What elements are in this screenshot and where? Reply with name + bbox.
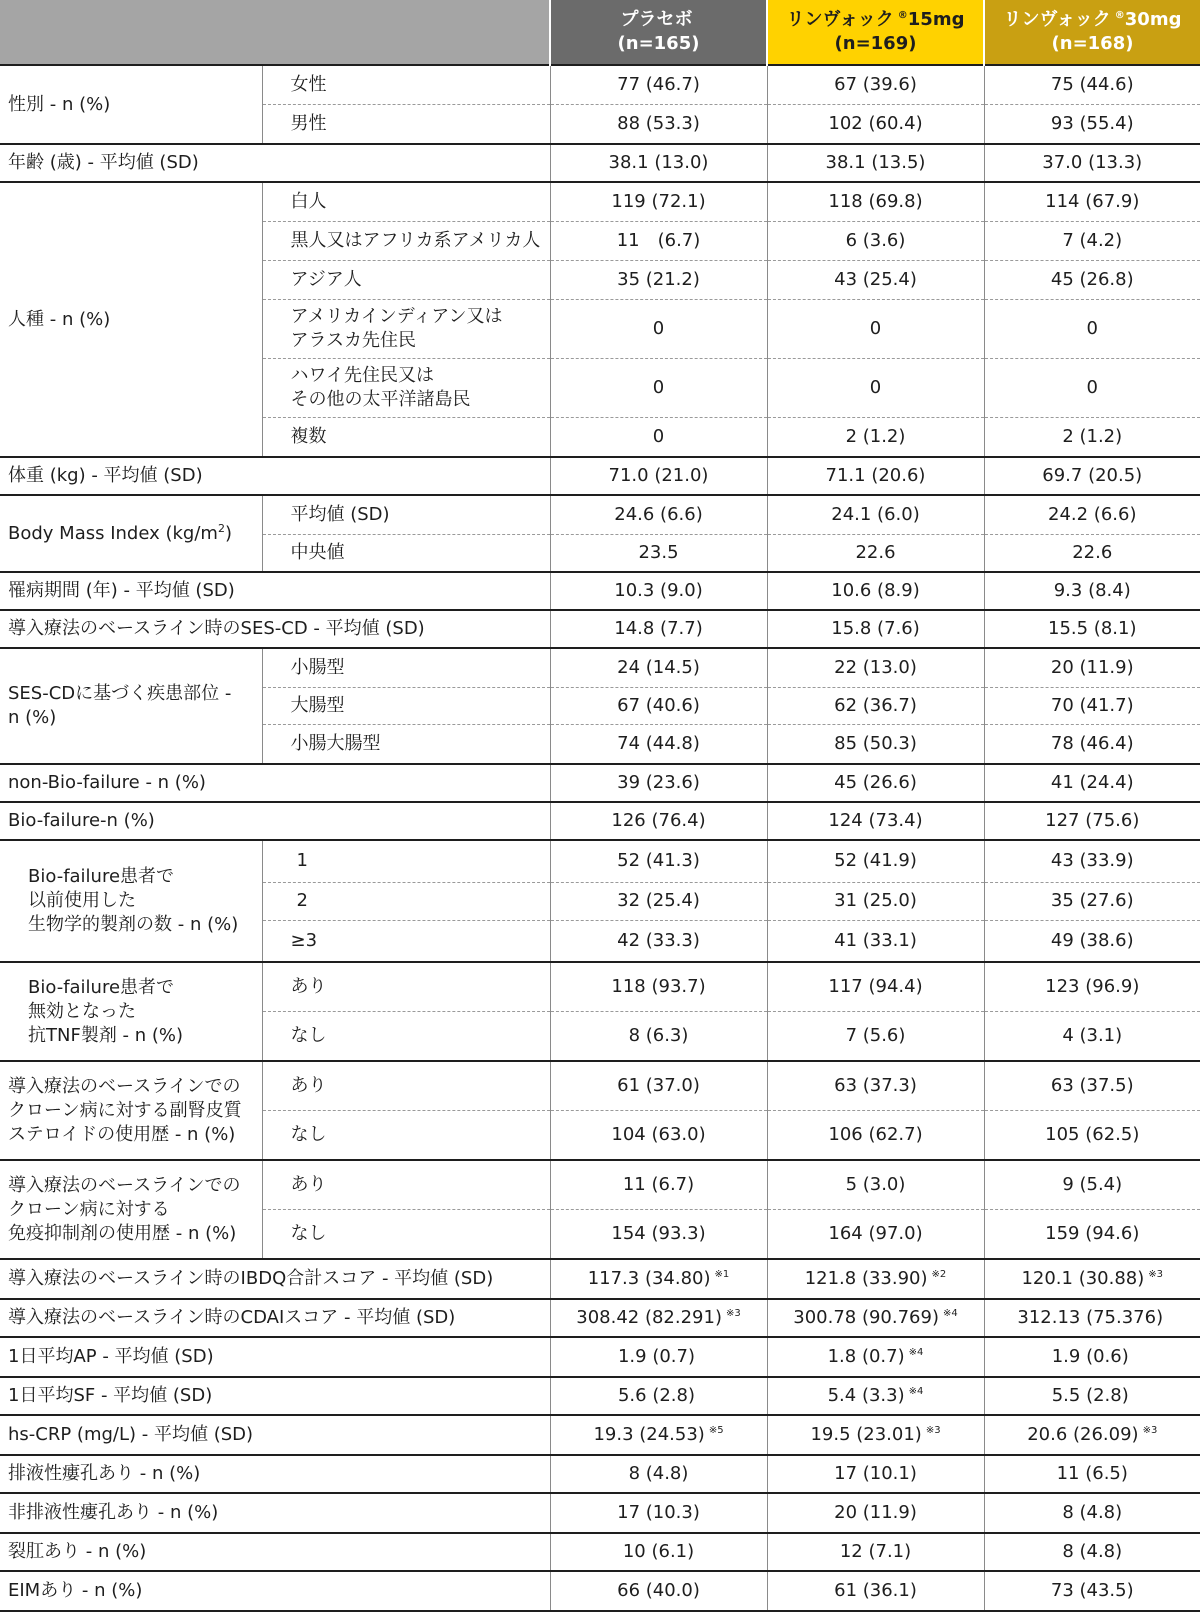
cell-placebo: 119 (72.1) xyxy=(550,182,767,222)
header-upadacitinib-30mg: リンヴォック ®30mg (n=168) xyxy=(984,0,1200,65)
row-label-race: 人種 - n (%) xyxy=(0,182,262,457)
cell-30mg: 123 (96.9) xyxy=(984,962,1200,1012)
cell-30mg: 35 (27.6) xyxy=(984,882,1200,920)
row-ibdq xyxy=(0,1259,1200,1299)
sub-label: 1 xyxy=(262,840,550,882)
cell-30mg: 43 (33.9) xyxy=(984,840,1200,882)
sub-label: 大腸型 xyxy=(262,688,550,725)
cell-30mg: 73 (43.5) xyxy=(984,1571,1200,1611)
cell-30mg: 1.9 (0.6) xyxy=(984,1337,1200,1377)
row-label-nonbio: non-Bio-failure - n (%) xyxy=(0,764,550,802)
cell-placebo: 24 (14.5) xyxy=(550,648,767,688)
row-label-immuno: 導入療法のベースラインでの クローン病に対する 免疫抑制剤の使用歴 - n (%) xyxy=(0,1160,262,1259)
row-site-ileum xyxy=(0,648,1200,688)
sub-label: 平均値 (SD) xyxy=(262,495,550,535)
cell-30mg: 49 (38.6) xyxy=(984,920,1200,962)
cell-15mg: 300.78 (90.769) $^{※4}$ xyxy=(767,1299,984,1337)
cell-placebo: 24.6 (6.6) xyxy=(550,495,767,535)
row-draining-fistula xyxy=(0,1455,1200,1493)
cell-placebo: 118 (93.7) xyxy=(550,962,767,1012)
row-label-site: SES-CDに基づく疾患部位 - n (%) xyxy=(0,648,262,764)
cell-30mg: 9 (5.4) xyxy=(984,1160,1200,1210)
cell-placebo: 117.3 (34.80) $^{※1}$ xyxy=(550,1259,767,1299)
cell-15mg: 22 (13.0) xyxy=(767,648,984,688)
cell-30mg: 0 xyxy=(984,359,1200,418)
footnote-mark: ※5 xyxy=(708,1425,724,1436)
cell-15mg: 19.5 (23.01) $^{※3}$ xyxy=(767,1415,984,1455)
cell-placebo: 88 (53.3) xyxy=(550,105,767,145)
cell-15mg: 117 (94.4) xyxy=(767,962,984,1012)
cell-15mg: 118 (69.8) xyxy=(767,182,984,222)
row-label-crp: hs-CRP (mg/L) - 平均値 (SD) xyxy=(0,1415,550,1455)
cell-15mg: 10.6 (8.9) xyxy=(767,572,984,610)
row-label-ibdq: 導入療法のベースライン時のIBDQ合計スコア - 平均値 (SD) xyxy=(0,1259,550,1299)
cell-placebo: 17 (10.3) xyxy=(550,1493,767,1533)
cell-15mg: 121.8 (33.90) $^{※2}$ xyxy=(767,1259,984,1299)
footnote-mark: ※2 xyxy=(931,1269,947,1280)
row-label-cdai: 導入療法のベースライン時のCDAIスコア - 平均値 (SD) xyxy=(0,1299,550,1337)
row-label-eim: EIMあり - n (%) xyxy=(0,1571,550,1611)
row-label-bionum: Bio-failure患者で 以前使用した 生物学的製剤の数 - n (%) xyxy=(0,840,262,962)
footnote-mark: ※3 xyxy=(1148,1269,1164,1280)
cell-30mg: 127 (75.6) xyxy=(984,802,1200,840)
cell-30mg: 20 (11.9) xyxy=(984,648,1200,688)
cell-placebo: 0 xyxy=(550,418,767,458)
cell-15mg: 38.1 (13.5) xyxy=(767,144,984,182)
cell-placebo: 154 (93.3) xyxy=(550,1210,767,1260)
cell-30mg: 9.3 (8.4) xyxy=(984,572,1200,610)
cell-placebo: 61 (37.0) xyxy=(550,1061,767,1111)
cell-15mg: 6 (3.6) xyxy=(767,222,984,261)
cell-30mg: 5.5 (2.8) xyxy=(984,1377,1200,1415)
cell-15mg: 15.8 (7.6) xyxy=(767,610,984,648)
cell-15mg: 41 (33.1) xyxy=(767,920,984,962)
sub-label: なし xyxy=(262,1111,550,1161)
sub-label: 女性 xyxy=(262,65,550,105)
cell-30mg: 41 (24.4) xyxy=(984,764,1200,802)
cell-15mg: 85 (50.3) xyxy=(767,725,984,765)
header-placebo: プラセボ (n=165) xyxy=(550,0,767,65)
cell-30mg: 63 (37.5) xyxy=(984,1061,1200,1111)
sub-label: ハワイ先住民又は その他の太平洋諸島民 xyxy=(262,359,550,418)
cell-15mg: 102 (60.4) xyxy=(767,105,984,145)
cell-placebo: 0 xyxy=(550,359,767,418)
cell-15mg: 22.6 xyxy=(767,535,984,573)
row-antitnf-yes xyxy=(0,962,1200,1012)
footnote-mark: ※3 xyxy=(1142,1425,1158,1436)
row-cdai xyxy=(0,1299,1200,1337)
cell-placebo: 308.42 (82.291) $^{※3}$ xyxy=(550,1299,767,1337)
cell-15mg: 164 (97.0) xyxy=(767,1210,984,1260)
cell-15mg: 45 (26.6) xyxy=(767,764,984,802)
cell-15mg: 106 (62.7) xyxy=(767,1111,984,1161)
cell-placebo: 104 (63.0) xyxy=(550,1111,767,1161)
cell-placebo: 77 (46.7) xyxy=(550,65,767,105)
cell-15mg: 61 (36.1) xyxy=(767,1571,984,1611)
row-non-bio-failure xyxy=(0,764,1200,802)
cell-15mg: 1.8 (0.7) $^{※4}$ xyxy=(767,1337,984,1377)
cell-15mg: 63 (37.3) xyxy=(767,1061,984,1111)
row-bio-failure xyxy=(0,802,1200,840)
cell-30mg: 22.6 xyxy=(984,535,1200,573)
sub-label: 複数 xyxy=(262,418,550,458)
cell-placebo: 23.5 xyxy=(550,535,767,573)
cell-30mg: 24.2 (6.6) xyxy=(984,495,1200,535)
cell-30mg: 37.0 (13.3) xyxy=(984,144,1200,182)
sub-label: あり xyxy=(262,1061,550,1111)
cell-placebo: 14.8 (7.7) xyxy=(550,610,767,648)
row-steroid-yes xyxy=(0,1061,1200,1111)
row-label-sf: 1日平均SF - 平均値 (SD) xyxy=(0,1377,550,1415)
sub-label: あり xyxy=(262,1160,550,1210)
row-ap xyxy=(0,1337,1200,1377)
cell-placebo: 42 (33.3) xyxy=(550,920,767,962)
cell-15mg: 5.4 (3.3) $^{※4}$ xyxy=(767,1377,984,1415)
cell-15mg: 7 (5.6) xyxy=(767,1012,984,1062)
row-label-sex: 性別 - n (%) xyxy=(0,65,262,144)
row-label-age: 年齢 (歳) - 平均値 (SD) xyxy=(0,144,550,182)
cell-30mg: 4 (3.1) xyxy=(984,1012,1200,1062)
cell-placebo: 0 xyxy=(550,300,767,359)
row-label-sescd: 導入療法のベースライン時のSES-CD - 平均値 (SD) xyxy=(0,610,550,648)
row-weight xyxy=(0,457,1200,495)
cell-placebo: 126 (76.4) xyxy=(550,802,767,840)
cell-placebo: 19.3 (24.53) $^{※5}$ xyxy=(550,1415,767,1455)
row-bionum-1 xyxy=(0,840,1200,882)
sub-label: 白人 xyxy=(262,182,550,222)
cell-30mg: 93 (55.4) xyxy=(984,105,1200,145)
row-sex-female xyxy=(0,65,1200,105)
row-label-bmi: Body Mass Index $(kg/m^2)$ xyxy=(0,495,262,572)
row-bmi-mean xyxy=(0,495,1200,535)
cell-15mg: 0 xyxy=(767,359,984,418)
row-label-drain: 排液性瘻孔あり - n (%) xyxy=(0,1455,550,1493)
cell-placebo: 71.0 (21.0) xyxy=(550,457,767,495)
cell-15mg: 5 (3.0) xyxy=(767,1160,984,1210)
row-disease-duration xyxy=(0,572,1200,610)
row-label-ap: 1日平均AP - 平均値 (SD) xyxy=(0,1337,550,1377)
cell-placebo: 39 (23.6) xyxy=(550,764,767,802)
cell-placebo: 8 (6.3) xyxy=(550,1012,767,1062)
cell-30mg: 0 xyxy=(984,300,1200,359)
header-blank-cell xyxy=(0,0,550,65)
cell-30mg: 2 (1.2) xyxy=(984,418,1200,458)
sub-label: なし xyxy=(262,1012,550,1062)
cell-15mg: 0 xyxy=(767,300,984,359)
cell-15mg: 12 (7.1) xyxy=(767,1533,984,1571)
cell-15mg: 31 (25.0) xyxy=(767,882,984,920)
sub-label: アメリカインディアン又は アラスカ先住民 xyxy=(262,300,550,359)
cell-15mg: 71.1 (20.6) xyxy=(767,457,984,495)
cell-placebo: 66 (40.0) xyxy=(550,1571,767,1611)
cell-30mg: 69.7 (20.5) xyxy=(984,457,1200,495)
cell-30mg: 78 (46.4) xyxy=(984,725,1200,765)
cell-30mg: 70 (41.7) xyxy=(984,688,1200,725)
cell-placebo: 8 (4.8) xyxy=(550,1455,767,1493)
cell-15mg: 43 (25.4) xyxy=(767,261,984,300)
sub-label: 中央値 xyxy=(262,535,550,573)
row-label-weight: 体重 (kg) - 平均値 (SD) xyxy=(0,457,550,495)
cell-15mg: 124 (73.4) xyxy=(767,802,984,840)
row-label-antitnf: Bio-failure患者で 無効となった 抗TNF製剤 - n (%) xyxy=(0,962,262,1061)
cell-placebo: 32 (25.4) xyxy=(550,882,767,920)
cell-placebo: 11 (6.7) xyxy=(550,1160,767,1210)
footnote-mark: ※4 xyxy=(942,1308,958,1319)
cell-15mg: 62 (36.7) xyxy=(767,688,984,725)
sub-label: あり xyxy=(262,962,550,1012)
cell-placebo: 67 (40.6) xyxy=(550,688,767,725)
cell-15mg: 20 (11.9) xyxy=(767,1493,984,1533)
row-label-bio: Bio-failure-n (%) xyxy=(0,802,550,840)
cell-placebo: 1.9 (0.7) xyxy=(550,1337,767,1377)
cell-15mg: 2 (1.2) xyxy=(767,418,984,458)
cell-15mg: 17 (10.1) xyxy=(767,1455,984,1493)
footnote-mark: ※3 xyxy=(725,1308,741,1319)
row-race-white xyxy=(0,182,1200,222)
footnote-mark: ※1 xyxy=(714,1269,730,1280)
sub-label: 黒人又はアフリカ系アメリカ人 xyxy=(262,222,550,261)
row-label-fissure: 裂肛あり - n (%) xyxy=(0,1533,550,1571)
row-age xyxy=(0,144,1200,182)
cell-placebo: 74 (44.8) xyxy=(550,725,767,765)
row-sf xyxy=(0,1377,1200,1415)
cell-30mg: 45 (26.8) xyxy=(984,261,1200,300)
row-hs-crp xyxy=(0,1415,1200,1455)
row-label-duration: 罹病期間 (年) - 平均値 (SD) xyxy=(0,572,550,610)
cell-15mg: 52 (41.9) xyxy=(767,840,984,882)
row-anal-fissure xyxy=(0,1533,1200,1571)
cell-30mg: 8 (4.8) xyxy=(984,1533,1200,1571)
sub-label: アジア人 xyxy=(262,261,550,300)
cell-30mg: 105 (62.5) xyxy=(984,1111,1200,1161)
cell-30mg: 11 (6.5) xyxy=(984,1455,1200,1493)
sub-label: ≥3 xyxy=(262,920,550,962)
cell-30mg: 7 (4.2) xyxy=(984,222,1200,261)
cell-15mg: 24.1 (6.0) xyxy=(767,495,984,535)
row-sescd xyxy=(0,610,1200,648)
cell-15mg: 67 (39.6) xyxy=(767,65,984,105)
cell-30mg: 15.5 (8.1) xyxy=(984,610,1200,648)
cell-placebo: 11 (6.7) xyxy=(550,222,767,261)
cell-30mg: 159 (94.6) xyxy=(984,1210,1200,1260)
cell-30mg: 114 (67.9) xyxy=(984,182,1200,222)
cell-30mg: 8 (4.8) xyxy=(984,1493,1200,1533)
row-eim xyxy=(0,1571,1200,1611)
row-label-steroid: 導入療法のベースラインでの クローン病に対する副腎皮質 ステロイドの使用歴 - n (%) xyxy=(0,1061,262,1160)
footnote-mark: ※3 xyxy=(925,1425,941,1436)
row-non-draining-fistula xyxy=(0,1493,1200,1533)
sub-label: 男性 xyxy=(262,105,550,145)
footnote-mark: ※4 xyxy=(908,1386,924,1397)
row-immuno-yes xyxy=(0,1160,1200,1210)
row-label-nondrain: 非排液性瘻孔あり - n (%) xyxy=(0,1493,550,1533)
cell-placebo: 10 (6.1) xyxy=(550,1533,767,1571)
sub-label: 小腸大腸型 xyxy=(262,725,550,765)
cell-30mg: 20.6 (26.09) $^{※3}$ xyxy=(984,1415,1200,1455)
cell-30mg: 120.1 (30.88) $^{※3}$ xyxy=(984,1259,1200,1299)
cell-placebo: 10.3 (9.0) xyxy=(550,572,767,610)
cell-placebo: 38.1 (13.0) xyxy=(550,144,767,182)
header-row xyxy=(0,0,1200,65)
sub-label: 小腸型 xyxy=(262,648,550,688)
cell-30mg: 75 (44.6) xyxy=(984,65,1200,105)
cell-placebo: 52 (41.3) xyxy=(550,840,767,882)
cell-30mg: 312.13 (75.376) xyxy=(984,1299,1200,1337)
cell-placebo: 5.6 (2.8) xyxy=(550,1377,767,1415)
sub-label: 2 xyxy=(262,882,550,920)
header-upadacitinib-15mg: リンヴォック ®15mg (n=169) xyxy=(767,0,984,65)
cell-placebo: 35 (21.2) xyxy=(550,261,767,300)
footnote-mark: ※4 xyxy=(908,1347,924,1358)
sub-label: なし xyxy=(262,1210,550,1260)
